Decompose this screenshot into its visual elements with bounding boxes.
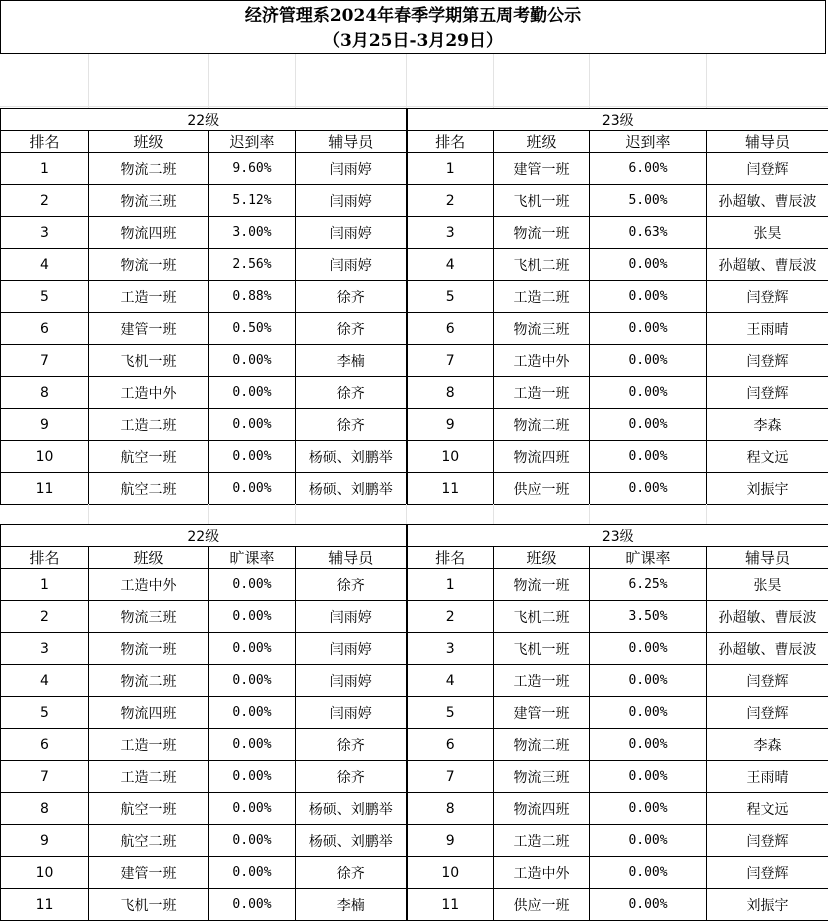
class-cell: 物流一班 bbox=[494, 217, 590, 249]
rank-cell: 3 bbox=[407, 633, 494, 665]
column-header: 旷课率 bbox=[209, 547, 296, 569]
class-cell: 建管一班 bbox=[494, 153, 590, 185]
rate-cell: 0.00% bbox=[590, 697, 707, 729]
rank-cell: 1 bbox=[407, 153, 494, 185]
rank-cell: 3 bbox=[1, 217, 89, 249]
column-header: 排名 bbox=[407, 547, 494, 569]
rate-cell: 0.00% bbox=[209, 729, 296, 761]
grade-label-left: 22级 bbox=[1, 525, 407, 547]
table-row bbox=[1, 441, 828, 473]
class-cell: 物流二班 bbox=[494, 729, 590, 761]
rate-cell: 0.00% bbox=[209, 761, 296, 793]
rate-cell: 0.00% bbox=[209, 441, 296, 473]
class-cell: 工造一班 bbox=[89, 281, 209, 313]
counselor-cell: 徐齐 bbox=[296, 569, 407, 601]
rank-cell: 7 bbox=[1, 345, 89, 377]
counselor-cell: 王雨晴 bbox=[707, 313, 828, 345]
class-cell: 航空一班 bbox=[89, 441, 209, 473]
rate-cell: 6.25% bbox=[590, 569, 707, 601]
class-cell: 物流二班 bbox=[494, 409, 590, 441]
counselor-cell: 程文远 bbox=[707, 441, 828, 473]
title-block bbox=[0, 0, 826, 54]
class-cell: 航空一班 bbox=[89, 793, 209, 825]
table-row bbox=[1, 601, 828, 633]
page-subtitle-date-range: （3月25日-3月29日） bbox=[1, 29, 825, 53]
table-row bbox=[1, 761, 828, 793]
rank-cell: 10 bbox=[1, 857, 89, 889]
counselor-cell: 徐齐 bbox=[296, 761, 407, 793]
rate-cell: 0.00% bbox=[590, 633, 707, 665]
class-cell: 建管一班 bbox=[89, 857, 209, 889]
rank-cell: 2 bbox=[1, 185, 89, 217]
rank-cell: 1 bbox=[407, 569, 494, 601]
class-cell: 物流四班 bbox=[89, 217, 209, 249]
blank-gridlines bbox=[0, 54, 828, 108]
column-header: 迟到率 bbox=[590, 131, 707, 153]
rank-cell: 1 bbox=[1, 153, 89, 185]
class-cell: 物流二班 bbox=[89, 665, 209, 697]
counselor-cell: 闫登辉 bbox=[707, 697, 828, 729]
rank-cell: 10 bbox=[1, 441, 89, 473]
table-row bbox=[1, 377, 828, 409]
table-row bbox=[1, 697, 828, 729]
class-cell: 工造中外 bbox=[89, 377, 209, 409]
rate-cell: 6.00% bbox=[590, 153, 707, 185]
rate-cell: 0.00% bbox=[590, 761, 707, 793]
grade-label-left: 22级 bbox=[1, 109, 407, 131]
rank-cell: 9 bbox=[1, 825, 89, 857]
counselor-cell: 闫登辉 bbox=[707, 345, 828, 377]
counselor-cell: 徐齐 bbox=[296, 729, 407, 761]
header-row bbox=[1, 547, 828, 569]
rate-cell: 0.00% bbox=[209, 889, 296, 921]
rank-cell: 7 bbox=[407, 761, 494, 793]
class-cell: 工造二班 bbox=[89, 761, 209, 793]
grade-label-right: 23级 bbox=[407, 525, 828, 547]
counselor-cell: 徐齐 bbox=[296, 313, 407, 345]
counselor-cell: 闫雨婷 bbox=[296, 601, 407, 633]
rate-cell: 0.00% bbox=[209, 345, 296, 377]
rank-cell: 3 bbox=[407, 217, 494, 249]
counselor-cell: 李楠 bbox=[296, 889, 407, 921]
class-cell: 物流四班 bbox=[494, 793, 590, 825]
rank-cell: 8 bbox=[1, 793, 89, 825]
rank-cell: 4 bbox=[1, 249, 89, 281]
column-header: 迟到率 bbox=[209, 131, 296, 153]
class-cell: 物流三班 bbox=[494, 761, 590, 793]
rank-cell: 4 bbox=[1, 665, 89, 697]
rate-cell: 0.00% bbox=[590, 409, 707, 441]
header-row bbox=[1, 131, 828, 153]
rank-cell: 6 bbox=[407, 313, 494, 345]
counselor-cell: 王雨晴 bbox=[707, 761, 828, 793]
rank-cell: 6 bbox=[1, 313, 89, 345]
table-row bbox=[1, 185, 828, 217]
rate-cell: 2.56% bbox=[209, 249, 296, 281]
counselor-cell: 杨硕、刘鹏举 bbox=[296, 473, 407, 505]
counselor-cell: 刘振宇 bbox=[707, 889, 828, 921]
table-row bbox=[1, 889, 828, 921]
rank-cell: 9 bbox=[407, 409, 494, 441]
table-row bbox=[1, 345, 828, 377]
counselor-cell: 闫雨婷 bbox=[296, 665, 407, 697]
rate-cell: 3.50% bbox=[590, 601, 707, 633]
rank-cell: 3 bbox=[1, 633, 89, 665]
counselor-cell: 闫雨婷 bbox=[296, 217, 407, 249]
absence-rate-table bbox=[0, 524, 828, 921]
column-header: 辅导员 bbox=[296, 547, 407, 569]
rate-cell: 0.00% bbox=[209, 793, 296, 825]
rank-cell: 7 bbox=[407, 345, 494, 377]
rate-cell: 0.00% bbox=[209, 857, 296, 889]
rate-cell: 0.00% bbox=[590, 473, 707, 505]
table-row bbox=[1, 729, 828, 761]
rank-cell: 10 bbox=[407, 441, 494, 473]
rate-cell: 0.00% bbox=[209, 825, 296, 857]
class-cell: 工造一班 bbox=[494, 665, 590, 697]
class-cell: 供应一班 bbox=[494, 889, 590, 921]
class-cell: 工造二班 bbox=[494, 281, 590, 313]
column-header: 班级 bbox=[89, 131, 209, 153]
table-row bbox=[1, 633, 828, 665]
class-cell: 航空二班 bbox=[89, 473, 209, 505]
counselor-cell: 杨硕、刘鹏举 bbox=[296, 793, 407, 825]
table-row bbox=[1, 793, 828, 825]
rate-cell: 0.88% bbox=[209, 281, 296, 313]
counselor-cell: 孙超敏、曹辰波 bbox=[707, 633, 828, 665]
class-cell: 物流三班 bbox=[494, 313, 590, 345]
rate-cell: 0.00% bbox=[590, 729, 707, 761]
column-header: 排名 bbox=[1, 547, 89, 569]
class-cell: 飞机一班 bbox=[89, 889, 209, 921]
table-row bbox=[1, 569, 828, 601]
class-cell: 物流一班 bbox=[89, 633, 209, 665]
rate-cell: 0.00% bbox=[590, 249, 707, 281]
class-cell: 飞机一班 bbox=[494, 633, 590, 665]
counselor-cell: 闫登辉 bbox=[707, 665, 828, 697]
counselor-cell: 闫雨婷 bbox=[296, 153, 407, 185]
rank-cell: 11 bbox=[1, 473, 89, 505]
class-cell: 供应一班 bbox=[494, 473, 590, 505]
column-header: 班级 bbox=[89, 547, 209, 569]
column-header: 班级 bbox=[494, 131, 590, 153]
rank-cell: 8 bbox=[407, 377, 494, 409]
rate-cell: 0.00% bbox=[209, 473, 296, 505]
table-row bbox=[1, 249, 828, 281]
grade-row bbox=[1, 525, 828, 547]
table-row bbox=[1, 857, 828, 889]
counselor-cell: 闫雨婷 bbox=[296, 249, 407, 281]
table-row bbox=[1, 313, 828, 345]
rate-cell: 5.12% bbox=[209, 185, 296, 217]
class-cell: 工造二班 bbox=[89, 409, 209, 441]
table-row bbox=[1, 825, 828, 857]
rate-cell: 9.60% bbox=[209, 153, 296, 185]
rate-cell: 0.00% bbox=[590, 281, 707, 313]
counselor-cell: 杨硕、刘鹏举 bbox=[296, 441, 407, 473]
rank-cell: 5 bbox=[1, 697, 89, 729]
rate-cell: 3.00% bbox=[209, 217, 296, 249]
rank-cell: 6 bbox=[407, 729, 494, 761]
rank-cell: 2 bbox=[1, 601, 89, 633]
counselor-cell: 李森 bbox=[707, 729, 828, 761]
rate-cell: 0.00% bbox=[209, 697, 296, 729]
page-title: 经济管理系2024年春季学期第五周考勤公示 bbox=[1, 3, 825, 29]
class-cell: 物流四班 bbox=[89, 697, 209, 729]
rank-cell: 2 bbox=[407, 601, 494, 633]
counselor-cell: 杨硕、刘鹏举 bbox=[296, 825, 407, 857]
counselor-cell: 张昊 bbox=[707, 217, 828, 249]
rank-cell: 11 bbox=[407, 889, 494, 921]
rate-cell: 0.00% bbox=[590, 345, 707, 377]
class-cell: 物流一班 bbox=[494, 569, 590, 601]
column-header: 排名 bbox=[407, 131, 494, 153]
rank-cell: 11 bbox=[1, 889, 89, 921]
rate-cell: 0.00% bbox=[209, 377, 296, 409]
table-row bbox=[1, 665, 828, 697]
rate-cell: 0.50% bbox=[209, 313, 296, 345]
counselor-cell: 李森 bbox=[707, 409, 828, 441]
rank-cell: 11 bbox=[407, 473, 494, 505]
rate-cell: 0.00% bbox=[590, 857, 707, 889]
rate-cell: 0.00% bbox=[209, 409, 296, 441]
rank-cell: 8 bbox=[1, 377, 89, 409]
rank-cell: 1 bbox=[1, 569, 89, 601]
rank-cell: 6 bbox=[1, 729, 89, 761]
column-header: 班级 bbox=[494, 547, 590, 569]
rank-cell: 8 bbox=[407, 793, 494, 825]
counselor-cell: 闫登辉 bbox=[707, 857, 828, 889]
class-cell: 工造二班 bbox=[494, 825, 590, 857]
counselor-cell: 孙超敏、曹辰波 bbox=[707, 601, 828, 633]
counselor-cell: 张昊 bbox=[707, 569, 828, 601]
counselor-cell: 闫登辉 bbox=[707, 281, 828, 313]
class-cell: 飞机一班 bbox=[89, 345, 209, 377]
class-cell: 工造中外 bbox=[89, 569, 209, 601]
column-header: 辅导员 bbox=[296, 131, 407, 153]
counselor-cell: 闫登辉 bbox=[707, 377, 828, 409]
rate-cell: 0.00% bbox=[590, 889, 707, 921]
column-header: 辅导员 bbox=[707, 547, 828, 569]
rate-cell: 0.00% bbox=[209, 665, 296, 697]
counselor-cell: 闫雨婷 bbox=[296, 697, 407, 729]
blank-gridlines-middle bbox=[0, 504, 828, 524]
rank-cell: 5 bbox=[407, 281, 494, 313]
class-cell: 物流二班 bbox=[89, 153, 209, 185]
rate-cell: 0.00% bbox=[590, 665, 707, 697]
column-header: 旷课率 bbox=[590, 547, 707, 569]
counselor-cell: 闫雨婷 bbox=[296, 185, 407, 217]
rank-cell: 5 bbox=[1, 281, 89, 313]
table-row bbox=[1, 473, 828, 505]
rank-cell: 2 bbox=[407, 185, 494, 217]
rate-cell: 0.00% bbox=[209, 633, 296, 665]
class-cell: 物流三班 bbox=[89, 185, 209, 217]
rate-cell: 0.00% bbox=[590, 793, 707, 825]
table-row bbox=[1, 153, 828, 185]
rate-cell: 0.63% bbox=[590, 217, 707, 249]
rate-cell: 0.00% bbox=[590, 313, 707, 345]
class-cell: 建管一班 bbox=[89, 313, 209, 345]
column-header: 辅导员 bbox=[707, 131, 828, 153]
counselor-cell: 徐齐 bbox=[296, 281, 407, 313]
table-row bbox=[1, 281, 828, 313]
grade-row bbox=[1, 109, 828, 131]
counselor-cell: 闫登辉 bbox=[707, 153, 828, 185]
counselor-cell: 孙超敏、曹辰波 bbox=[707, 249, 828, 281]
class-cell: 物流四班 bbox=[494, 441, 590, 473]
counselor-cell: 程文远 bbox=[707, 793, 828, 825]
class-cell: 航空二班 bbox=[89, 825, 209, 857]
counselor-cell: 闫登辉 bbox=[707, 825, 828, 857]
counselor-cell: 李楠 bbox=[296, 345, 407, 377]
rank-cell: 5 bbox=[407, 697, 494, 729]
rank-cell: 4 bbox=[407, 665, 494, 697]
rank-cell: 10 bbox=[407, 857, 494, 889]
class-cell: 飞机一班 bbox=[494, 185, 590, 217]
table-row bbox=[1, 217, 828, 249]
counselor-cell: 闫雨婷 bbox=[296, 633, 407, 665]
counselor-cell: 孙超敏、曹辰波 bbox=[707, 185, 828, 217]
class-cell: 工造一班 bbox=[494, 377, 590, 409]
rank-cell: 9 bbox=[407, 825, 494, 857]
class-cell: 工造一班 bbox=[89, 729, 209, 761]
class-cell: 工造中外 bbox=[494, 345, 590, 377]
counselor-cell: 徐齐 bbox=[296, 409, 407, 441]
rank-cell: 9 bbox=[1, 409, 89, 441]
class-cell: 物流三班 bbox=[89, 601, 209, 633]
class-cell: 物流一班 bbox=[89, 249, 209, 281]
counselor-cell: 刘振宇 bbox=[707, 473, 828, 505]
counselor-cell: 徐齐 bbox=[296, 857, 407, 889]
rate-cell: 0.00% bbox=[209, 569, 296, 601]
rate-cell: 0.00% bbox=[590, 825, 707, 857]
rate-cell: 5.00% bbox=[590, 185, 707, 217]
rank-cell: 4 bbox=[407, 249, 494, 281]
class-cell: 工造中外 bbox=[494, 857, 590, 889]
table-row bbox=[1, 409, 828, 441]
grade-label-right: 23级 bbox=[407, 109, 828, 131]
rate-cell: 0.00% bbox=[590, 441, 707, 473]
late-rate-table bbox=[0, 108, 828, 505]
column-header: 排名 bbox=[1, 131, 89, 153]
class-cell: 飞机二班 bbox=[494, 601, 590, 633]
class-cell: 飞机二班 bbox=[494, 249, 590, 281]
class-cell: 建管一班 bbox=[494, 697, 590, 729]
counselor-cell: 徐齐 bbox=[296, 377, 407, 409]
rate-cell: 0.00% bbox=[590, 377, 707, 409]
rank-cell: 7 bbox=[1, 761, 89, 793]
rate-cell: 0.00% bbox=[209, 601, 296, 633]
